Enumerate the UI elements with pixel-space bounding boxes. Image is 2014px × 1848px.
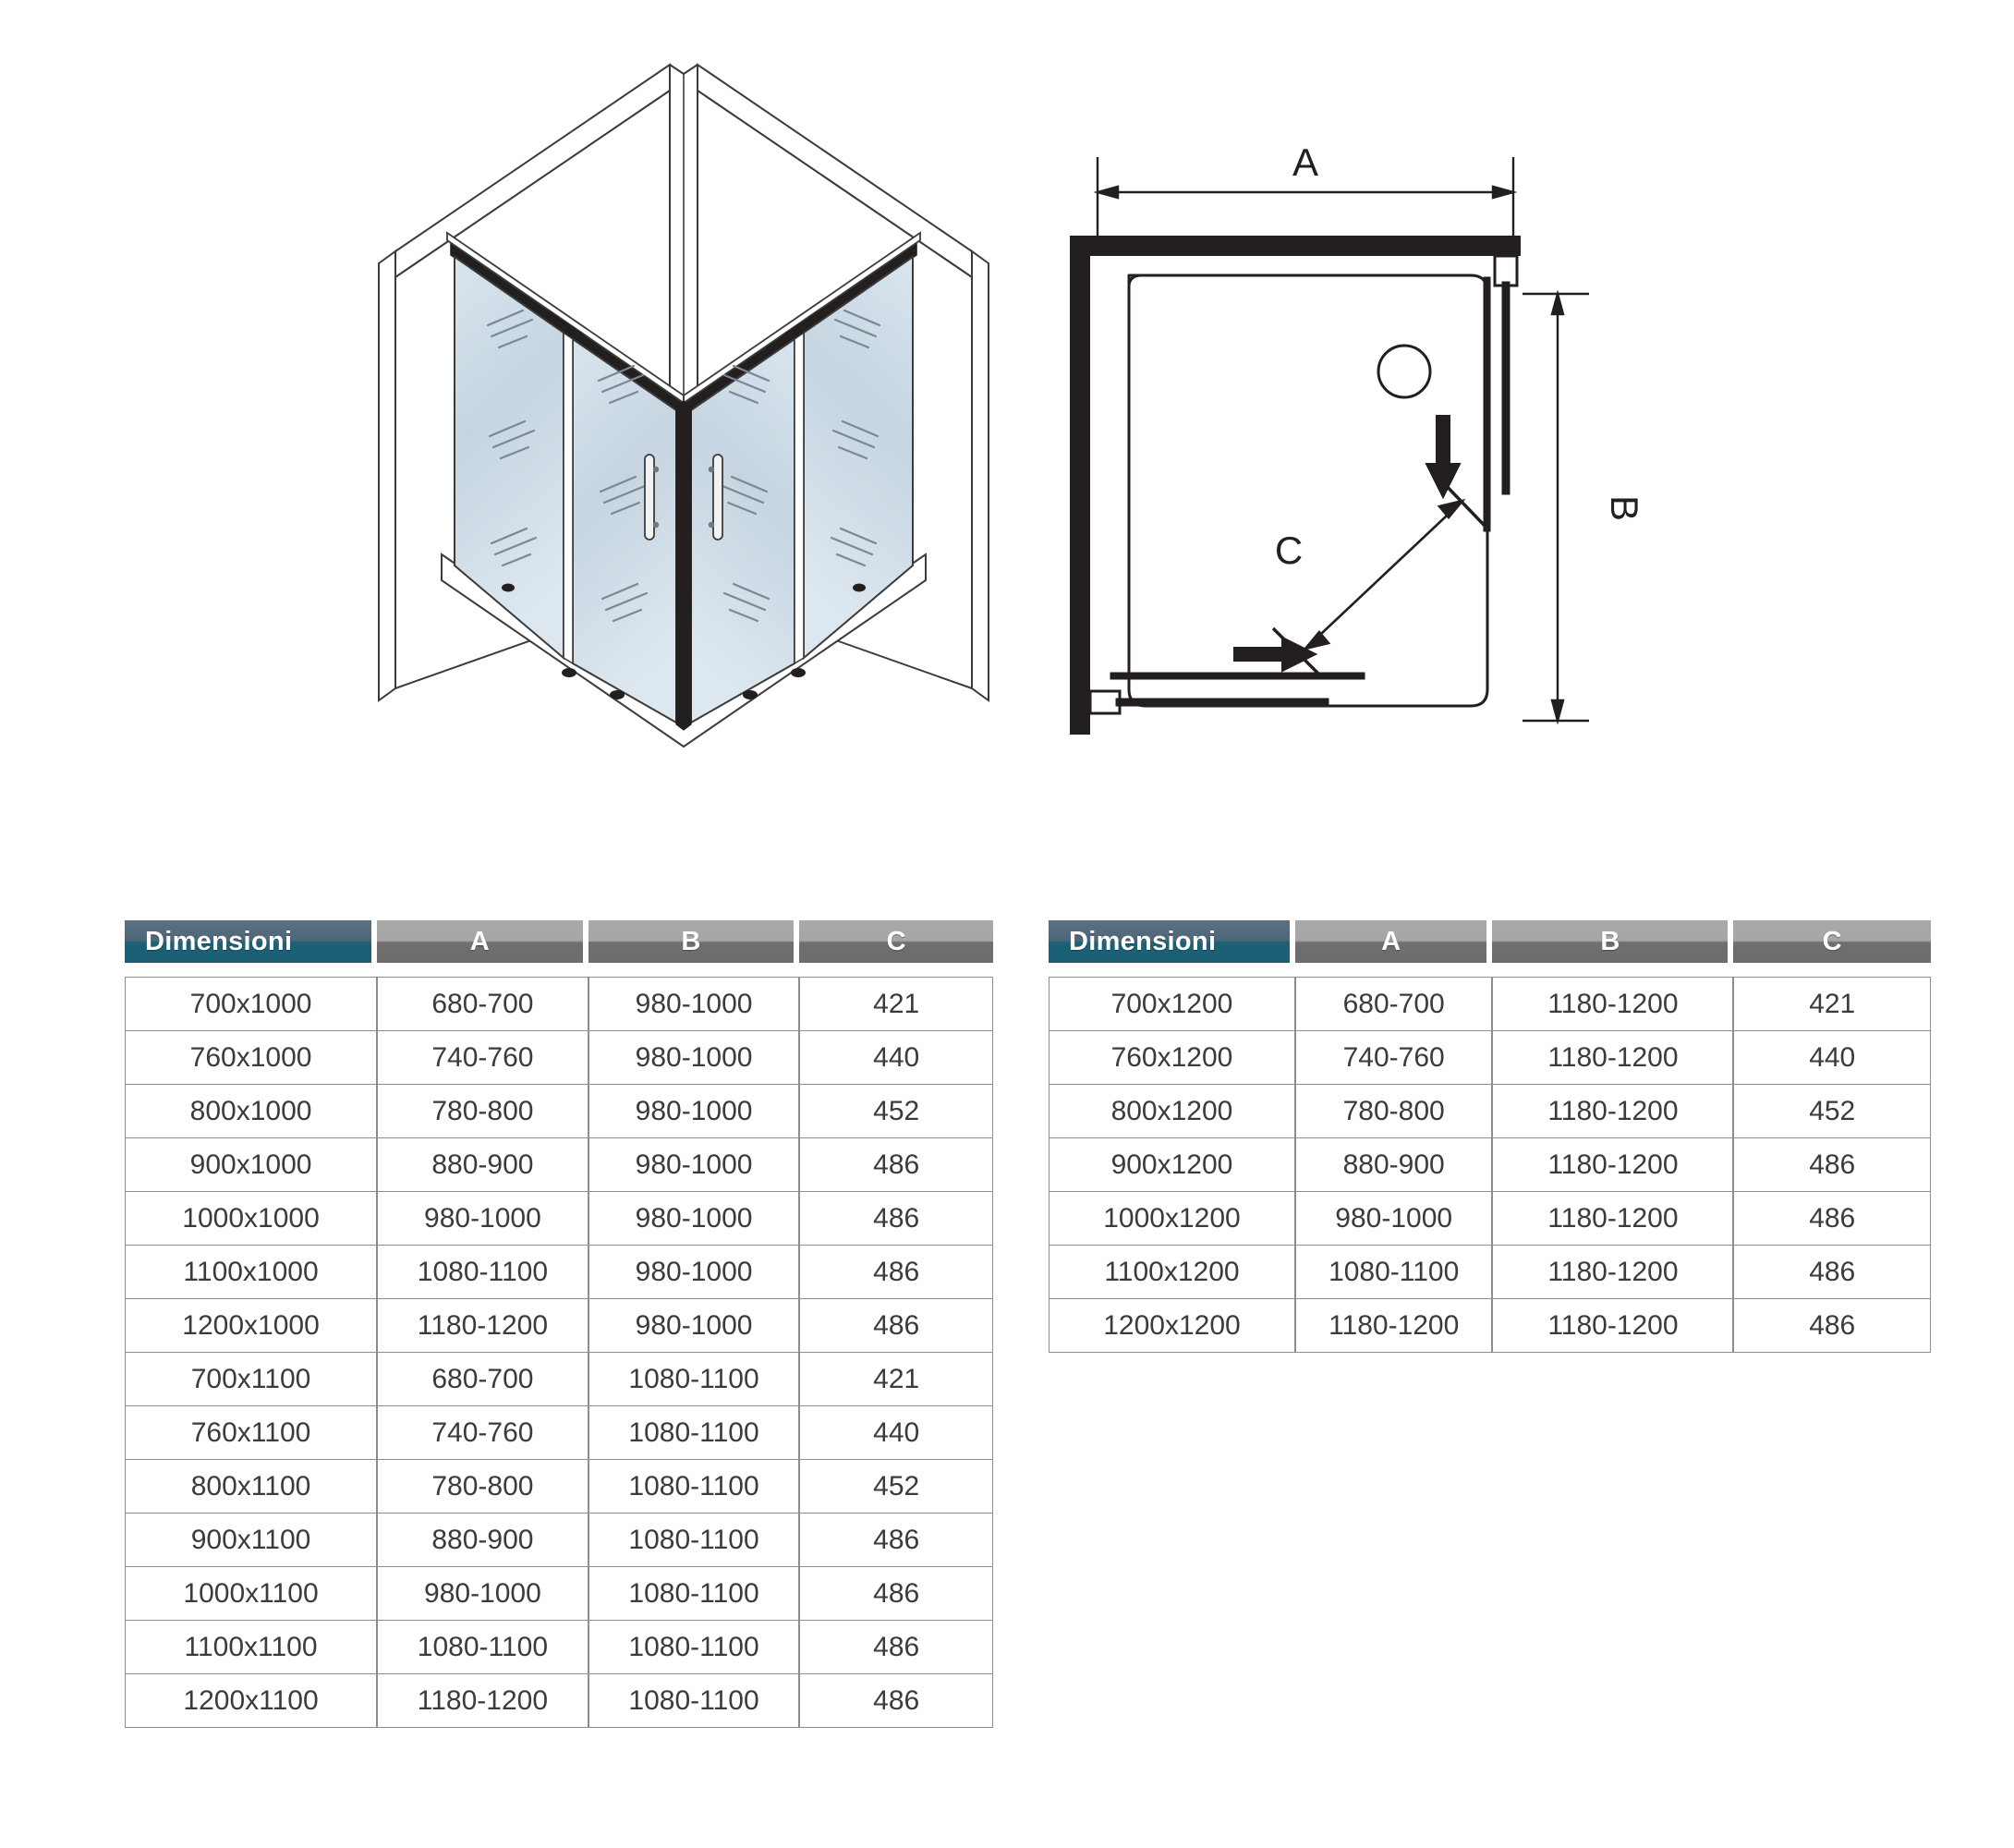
table-row (1049, 977, 1931, 1031)
cell-c: 486 (1733, 1246, 1931, 1299)
cell-b: 1180-1200 (1492, 1246, 1733, 1299)
table-left-header-row (125, 919, 993, 964)
cell-c: 440 (1733, 1031, 1931, 1085)
table-row (125, 1674, 993, 1728)
cell-a: 780-800 (377, 1085, 588, 1138)
cell-c: 486 (799, 1138, 993, 1192)
table-row (125, 1085, 993, 1138)
plan-view-svg (1053, 139, 1700, 767)
cell-b: 1080-1100 (588, 1674, 800, 1728)
cell-dimensioni: 700x1200 (1049, 977, 1295, 1031)
cell-c: 486 (1733, 1138, 1931, 1192)
cell-b: 1180-1200 (1492, 1299, 1733, 1353)
table-row (125, 1567, 993, 1621)
cell-c: 486 (799, 1674, 993, 1728)
cell-dimensioni: 1100x1000 (125, 1246, 377, 1299)
table-right-header-dimensioni (1049, 919, 1295, 964)
table-row (1049, 1085, 1931, 1138)
cell-c: 440 (799, 1406, 993, 1460)
cell-b: 980-1000 (588, 1246, 800, 1299)
table-row (1049, 1299, 1931, 1353)
table-right-header-b-label: B (1492, 920, 1728, 963)
table-left-header-c (799, 919, 993, 964)
cell-b: 1080-1100 (588, 1460, 800, 1514)
cell-a: 1080-1100 (377, 1246, 588, 1299)
table-row (125, 1353, 993, 1406)
cell-a: 880-900 (377, 1514, 588, 1567)
cell-a: 1080-1100 (1295, 1246, 1493, 1299)
cell-b: 980-1000 (588, 1138, 800, 1192)
cell-b: 1080-1100 (588, 1514, 800, 1567)
table-row (125, 1246, 993, 1299)
table-left-header-a-label: A (377, 920, 583, 963)
cell-dimensioni: 1200x1200 (1049, 1299, 1295, 1353)
table-right-header-b (1492, 919, 1733, 964)
cell-a: 780-800 (1295, 1085, 1493, 1138)
table-row (125, 1138, 993, 1192)
cell-b: 1180-1200 (1492, 1138, 1733, 1192)
table-row (1049, 1031, 1931, 1085)
drain-circle (1378, 346, 1430, 397)
cell-dimensioni: 760x1000 (125, 1031, 377, 1085)
cell-dimensioni: 1200x1000 (125, 1299, 377, 1353)
cell-dimensioni: 800x1000 (125, 1085, 377, 1138)
dimension-b (1523, 294, 1589, 721)
dimension-a-label: A (1292, 140, 1319, 184)
table-row (1049, 1192, 1931, 1246)
cell-b: 1080-1100 (588, 1406, 800, 1460)
cell-a: 740-760 (377, 1406, 588, 1460)
dimension-c-label: C (1274, 529, 1304, 572)
table-row (1049, 1246, 1931, 1299)
table-left-header-c-label: C (799, 920, 993, 963)
table-left-header-b-label: B (588, 920, 795, 963)
cell-c: 452 (1733, 1085, 1931, 1138)
cell-c: 440 (799, 1031, 993, 1085)
cell-dimensioni: 800x1200 (1049, 1085, 1295, 1138)
cell-b: 1180-1200 (1492, 1192, 1733, 1246)
cell-dimensioni: 1200x1100 (125, 1674, 377, 1728)
cell-b: 980-1000 (588, 1085, 800, 1138)
cell-b: 1080-1100 (588, 1621, 800, 1674)
table-row (1049, 1138, 1931, 1192)
cell-dimensioni: 760x1200 (1049, 1031, 1295, 1085)
cell-b: 1180-1200 (1492, 1031, 1733, 1085)
cell-a: 780-800 (377, 1460, 588, 1514)
cell-dimensioni: 1000x1100 (125, 1567, 377, 1621)
cell-a: 740-760 (1295, 1031, 1493, 1085)
cell-a: 680-700 (1295, 977, 1493, 1031)
cell-b: 980-1000 (588, 1299, 800, 1353)
cell-c: 486 (799, 1621, 993, 1674)
cell-dimensioni: 700x1000 (125, 977, 377, 1031)
cell-dimensioni: 900x1000 (125, 1138, 377, 1192)
table-left-body (125, 977, 993, 1728)
dimension-b-label: B (1603, 494, 1646, 522)
table-row (125, 977, 993, 1031)
cell-c: 486 (1733, 1299, 1931, 1353)
cell-b: 980-1000 (588, 1192, 800, 1246)
table-left-header-b (588, 919, 800, 964)
cell-c: 452 (799, 1460, 993, 1514)
cell-c: 486 (799, 1567, 993, 1621)
cell-dimensioni: 1000x1200 (1049, 1192, 1295, 1246)
cell-b: 1180-1200 (1492, 1085, 1733, 1138)
table-row (125, 1031, 993, 1085)
cell-b: 1180-1200 (1492, 977, 1733, 1031)
cell-dimensioni: 1100x1100 (125, 1621, 377, 1674)
table-row (125, 1460, 993, 1514)
cell-dimensioni: 1000x1000 (125, 1192, 377, 1246)
cell-a: 680-700 (377, 977, 588, 1031)
table-right-body (1049, 977, 1931, 1353)
table-row (125, 1621, 993, 1674)
cell-c: 486 (799, 1514, 993, 1567)
cell-b: 980-1000 (588, 1031, 800, 1085)
cell-dimensioni: 760x1100 (125, 1406, 377, 1460)
cell-c: 421 (1733, 977, 1931, 1031)
cell-b: 980-1000 (588, 977, 800, 1031)
cell-a: 880-900 (377, 1138, 588, 1192)
cell-b: 1080-1100 (588, 1567, 800, 1621)
cell-dimensioni: 700x1100 (125, 1353, 377, 1406)
cell-a: 980-1000 (377, 1567, 588, 1621)
dimensions-table-left-container (125, 919, 993, 1728)
table-right-header-c (1733, 919, 1931, 964)
cell-c: 486 (1733, 1192, 1931, 1246)
cell-b: 1080-1100 (588, 1353, 800, 1406)
table-left-header-gap (125, 964, 993, 977)
cell-a: 1180-1200 (1295, 1299, 1493, 1353)
dimensions-table-right (1049, 919, 1931, 1353)
corner-post (676, 401, 691, 730)
cell-dimensioni: 900x1200 (1049, 1138, 1295, 1192)
table-right-header-gap (1049, 964, 1931, 977)
cell-a: 980-1000 (377, 1192, 588, 1246)
cell-dimensioni: 900x1100 (125, 1514, 377, 1567)
cell-a: 740-760 (377, 1031, 588, 1085)
isometric-enclosure-drawing (351, 37, 1016, 832)
table-right-header-row (1049, 919, 1931, 964)
cell-a: 1080-1100 (377, 1621, 588, 1674)
cell-dimensioni: 800x1100 (125, 1460, 377, 1514)
right-sliding-door (1484, 256, 1517, 531)
table-row (125, 1514, 993, 1567)
table-row (125, 1299, 993, 1353)
cell-a: 1180-1200 (377, 1674, 588, 1728)
table-row (125, 1406, 993, 1460)
table-row (125, 1192, 993, 1246)
table-left-header-a (377, 919, 588, 964)
dimensions-table-left (125, 919, 993, 1728)
table-right-header-dimensioni-label: Dimensioni (1049, 920, 1290, 963)
table-left-header-dimensioni-label: Dimensioni (125, 920, 371, 963)
table-left-header-dimensioni (125, 919, 377, 964)
dimensions-table-right-container (1049, 919, 1931, 1353)
cell-dimensioni: 1100x1200 (1049, 1246, 1295, 1299)
cell-c: 421 (799, 977, 993, 1031)
table-right-header-c-label: C (1733, 920, 1931, 963)
shower-tray-outline (1129, 275, 1487, 706)
isometric-svg (351, 37, 1016, 832)
cell-a: 880-900 (1295, 1138, 1493, 1192)
cell-c: 486 (799, 1299, 993, 1353)
cell-c: 486 (799, 1246, 993, 1299)
plan-view-drawing (1053, 139, 1700, 767)
cell-a: 1180-1200 (377, 1299, 588, 1353)
cell-c: 486 (799, 1192, 993, 1246)
cell-a: 680-700 (377, 1353, 588, 1406)
cell-c: 421 (799, 1353, 993, 1406)
table-right-header-a-label: A (1295, 920, 1487, 963)
cell-c: 452 (799, 1085, 993, 1138)
cell-a: 980-1000 (1295, 1192, 1493, 1246)
table-right-header-a (1295, 919, 1493, 964)
